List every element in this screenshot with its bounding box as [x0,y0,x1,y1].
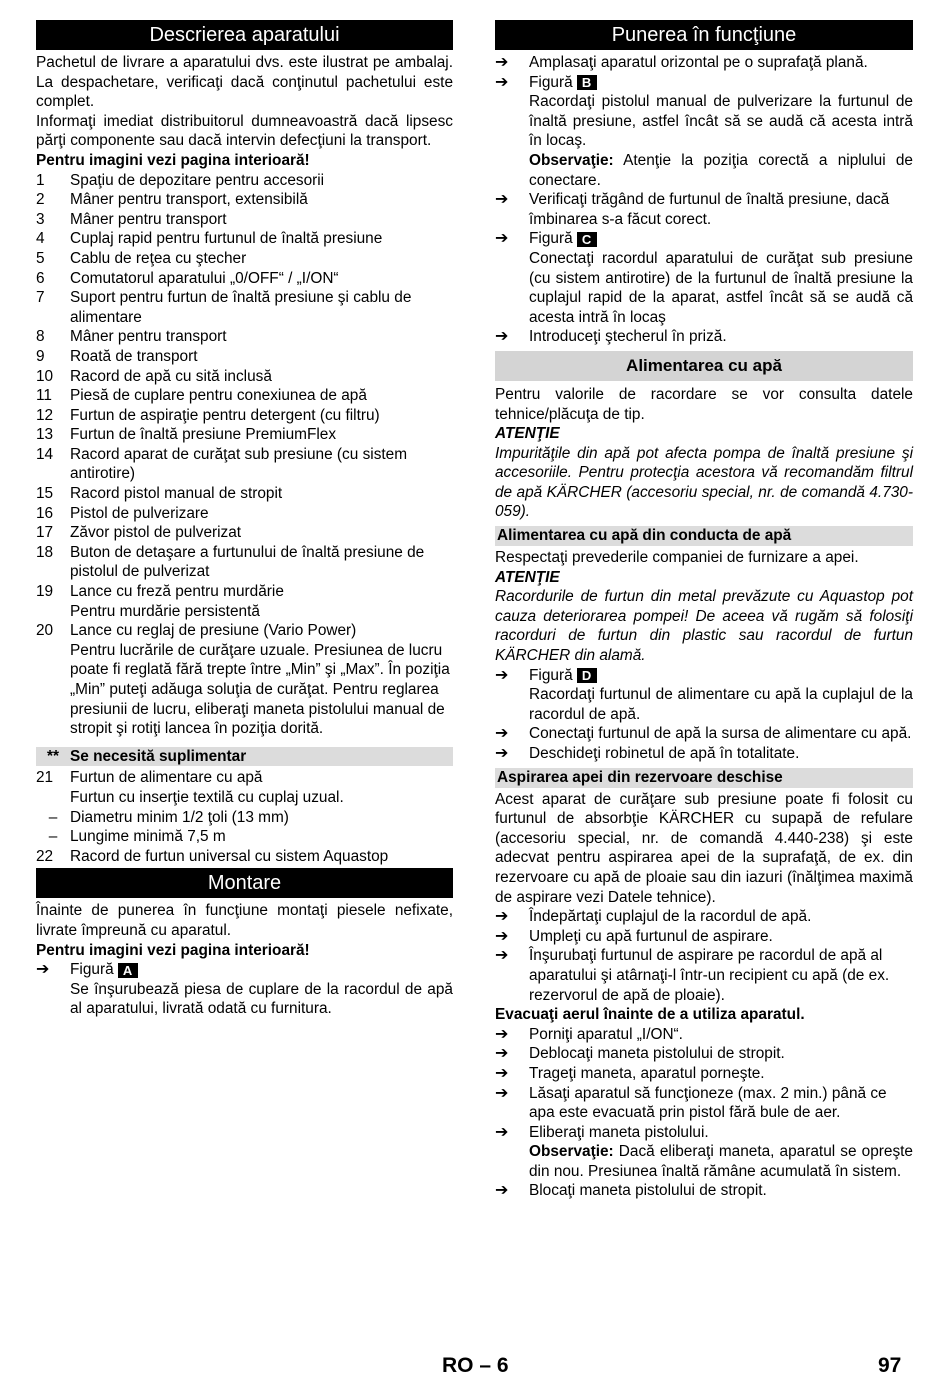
list-item-text: Cuplaj rapid pentru furtunul de înaltă presiune [70,230,383,248]
arrow-icon: ➔ [495,927,509,945]
list-item [36,288,453,327]
extra-required-header [36,747,453,767]
list-item-number: – [48,808,58,826]
list-item-number: 12 [36,406,54,424]
montare-paragraph: Înainte de punerea în funcţiune montaţi piesele nefixate, livrate împreună cu aparatul. [36,902,453,939]
list-item-number [36,602,70,622]
list-item-text: Cablu de reţea cu ştecher [70,249,247,267]
arrow-icon: ➔ [495,1182,509,1200]
list-item-number: 6 [36,269,45,287]
figure-d-text: Racordaţi furtunul de alimentare cu apă la cuplajul de la racordul de apă. [529,686,913,723]
step-blocati: ➔ Blocaţi maneta pistolului de stropit. [495,1182,767,1200]
warning-text-1: Impurităţile din apă pot afecta pompa de înaltă presiune şi accesoriile. Pentru protecţia acestora vă recomandăm filtrul de apă KÄRCHER (accesoriu special, nr. de comandă 4.730-059). [495,444,913,521]
extra-marker: ** [47,747,59,765]
list-item-text: Racord de apă cu sită inclusă [70,367,272,385]
section-title-punerea: Punerea în funcţiune [495,20,913,50]
list-item [36,543,453,582]
figure-d-step [495,666,913,686]
list-item-text: Lance cu freză pentru murdărie [70,583,284,601]
list-item-text: Furtun de înaltă presiune PremiumFlex [70,426,337,444]
arrow-icon: ➔ [36,961,50,979]
list-item-number: 9 [36,347,45,365]
arrow-icon: ➔ [495,54,509,71]
section-title-alimentarea: Alimentarea cu apă [495,351,913,381]
list-item-text: Piesă de cuplare pentru conexiunea de apă [70,387,367,405]
section-title-aspirarea: Aspirarea apei din rezervoare deschise [495,768,913,788]
list-item-text: Pentru lucrările de curăţare uzuale. Presiunea de lucru poate fi reglată fără trepte între „Min” şi „Max”. În poziţia „Min” puteţi adăuga soluţia de curăţat. Pentru reglarea presiunii de lucru, eliberaţi maneta pistolului manual de stropit şi rotiţi lancea în poziţia dorită. [70,641,450,738]
list-item-text: Racord pistol manual de stropit [70,485,283,503]
step-deschideti: ➔ Deschideţi robinetul de apă în totalitate. [495,745,800,762]
list-item [36,808,453,828]
arrow-icon: ➔ [495,908,509,926]
list-item-text: Zăvor pistol de pulverizat [70,524,242,542]
list-item-number: 13 [36,426,54,444]
section-title-conducta: Alimentarea cu apă din conducta de apă [495,526,913,546]
arrow-icon: ➔ [495,947,509,965]
warning-label-1: ATENŢIE [495,425,560,443]
list-item [36,847,453,867]
step-deblocati: ➔ Deblocaţi maneta pistolului de stropit. [495,1045,785,1063]
list-item [36,367,453,387]
arrow-icon: ➔ [495,230,509,248]
intro-paragraph-1: Pachetul de livrare a aparatului dvs. este ilustrat pe ambalaj. La despachetare, verificaţi dacă conţinutul pachetului este complet. [36,54,453,111]
list-item-number: 3 [36,210,45,228]
list-item [36,269,453,289]
list-item [36,210,453,230]
figure-word: Figură [529,666,573,684]
list-item-text: Racord de furtun universal cu sistem Aquastop [70,847,389,865]
list-item-number: 15 [36,485,54,503]
list-item [36,484,453,504]
right-column [495,20,913,1201]
list-item-text: Mâner pentru transport, extensibilă [70,191,308,209]
list-item [36,788,453,808]
list-item-number: 10 [36,367,54,385]
list-item-text: Comutatorul aparatului „0/OFF“ / „I/ON“ [70,269,339,287]
figure-a-badge: A [118,963,138,978]
list-item-text: Pistol de pulverizare [70,504,209,522]
arrow-icon: ➔ [495,1025,509,1043]
list-item-number: – [48,828,58,846]
arrow-icon: ➔ [495,1045,509,1063]
arrow-icon: ➔ [495,1123,509,1141]
figure-b-step [495,73,913,93]
list-item-text: Furtun de aspiraţie pentru detergent (cu filtru) [70,406,380,424]
step-insurubati: ➔ Înşurubaţi furtunul de aspirare pe racordul de apă al aparatului şi atârnaţi-l într-un recipient cu apă (de ex. rezervorul de apă de ploaie). [495,947,890,1004]
step-stecher: ➔ Introduceţi ştecherul în priză. [495,328,727,346]
left-column [36,20,453,1019]
alimentare-paragraph: Pentru valorile de racordare se vor consulta datele tehnice/plăcuţa de tip. [495,385,913,423]
list-item-number: 14 [36,445,54,463]
warning-text-2: Racordurile de furtun din metal prevăzute cu Aquastop pot cauza deteriorarea pompei! De aceea vă rugăm să folosiţi racorduri de furtun din plastic sau racordul de furtun KÄRCHER din alamă. [495,588,913,665]
list-item [36,249,453,269]
step-trageti: ➔ Trageţi maneta, aparatul porneşte. [495,1064,765,1082]
step-porniti: ➔ Porniţi aparatul „I/ON“. [495,1025,683,1043]
step-verificati: ➔ Verificaţi trăgând de furtunul de înaltă presiune, dacă îmbinarea s-a făcut corect. [495,191,890,228]
list-item-number: 2 [36,191,45,209]
figure-a-text: Se înşurubează piesa de cuplare de la racordul de apă al aparatului, livrată odată cu furnitura. [70,980,453,1018]
list-item [36,386,453,406]
arrow-icon: ➔ [495,725,509,743]
footer-page-number: 97 [878,1354,902,1377]
list-item-number: 21 [36,769,54,787]
list-item-text: Diametru minim 1/2 ţoli (13 mm) [70,808,289,826]
figure-c-text: Conectaţi racordul aparatului de curăţat sub presiune (cu sistem antirotire) de la furtunul de înaltă presiune la cuplajul rapid de la aparat, astfel încât să se audă că acesta intră în locaş [529,249,913,326]
figure-c-step [495,229,913,249]
list-item [36,425,453,445]
conducta-paragraph: Respectaţi prevederile companiei de furnizare a apei. [495,549,859,567]
warning-label-2: ATENŢIE [495,568,560,586]
section-title-montare: Montare [36,868,453,898]
extra-required-label: Se necesită suplimentar [70,747,247,765]
list-item [36,171,453,191]
intro-paragraph-2: Informaţi imediat distribuitorul dumneavoastră dacă lipsesc părţi componente sau dacă intervin defecţiuni la transport. [36,112,453,150]
list-item [36,768,453,788]
montare-see-images: Pentru imagini vezi pagina interioară! [36,941,310,959]
component-list [36,171,453,739]
list-item-number [36,641,70,739]
figure-word: Figură [529,230,573,248]
list-item-text: Pentru murdărie persistentă [70,602,260,620]
list-item-text: Roată de transport [70,347,198,365]
note-maneta: Observaţie: Dacă eliberaţi maneta, aparatul se opreşte din nou. Presiunea înaltă rămâne acumulată în sistem. [529,1143,913,1180]
step-amplasati: ➔ Amplasaţi aparatul orizontal pe o suprafaţă plană. [495,54,868,71]
list-item-text: Mâner pentru transport [70,328,227,346]
figure-word: Figură [70,961,114,979]
list-item-text: Racord aparat de curăţat sub presiune (cu sistem antirotire) [70,445,408,483]
list-item [36,229,453,249]
list-item-number: 11 [36,387,52,405]
list-item-text: Suport pentru furtun de înaltă presiune şi cablu de alimentare [70,289,412,326]
section-title-descriere: Descrierea aparatului [36,20,453,50]
arrow-icon: ➔ [495,745,509,762]
step-conectati: ➔ Conectaţi furtunul de apă la sursa de alimentare cu apă. [495,725,912,743]
list-item [36,504,453,524]
step-indepartati: ➔ Îndepărtaţi cuplajul de la racordul de apă. [495,908,812,926]
list-item [36,327,453,347]
list-item-text: Lungime minimă 7,5 m [70,828,226,846]
list-item-number: 7 [36,289,45,307]
list-item-number: 22 [36,847,54,865]
list-item [36,641,453,739]
extra-required-list [36,768,453,866]
step-eliberati: ➔ Eliberaţi maneta pistolului. [495,1123,709,1141]
list-item-number [36,788,70,808]
list-item [36,445,453,484]
arrow-icon: ➔ [495,666,509,684]
list-item-text: Lance cu reglaj de presiune (Vario Power) [70,622,357,640]
list-item-number: 16 [36,504,54,522]
see-images-note: Pentru imagini vezi pagina interioară! [36,151,310,169]
list-item-text: Furtun de alimentare cu apă [70,769,263,787]
list-item [36,523,453,543]
figure-c-badge: C [577,232,597,247]
list-item [36,602,453,622]
list-item [36,406,453,426]
list-item-text: Mâner pentru transport [70,210,227,228]
list-item-number: 19 [36,583,54,601]
note-niplu: Observaţie: Atenţie la poziţia corectă a niplului de conectare. [529,151,913,189]
list-item [36,190,453,210]
list-item [36,347,453,367]
list-item-number: 8 [36,328,45,346]
list-item-number: 5 [36,249,45,267]
arrow-icon: ➔ [495,73,509,91]
figure-b-badge: B [577,75,597,90]
list-item [36,827,453,847]
list-item-text: Furtun cu inserţie textilă cu cuplaj uzual. [70,788,344,806]
list-item-text: Buton de detaşare a furtunului de înaltă presiune de pistolul de pulverizat [70,543,425,581]
list-item-number: 18 [36,543,54,561]
list-item-number: 20 [36,622,54,640]
list-item-number: 17 [36,524,54,542]
evacuati-heading: Evacuaţi aerul înainte de a utiliza aparatul. [495,1006,805,1024]
arrow-icon: ➔ [495,1064,509,1082]
aspirare-paragraph: Acest aparat de curăţare sub presiune poate fi folosit cu furtunul de absorbţie KÄRCHER cu supapă de refulare (accesoriu special, nr. de comandă 4.440-238) şi este adecvat pentru aspirarea apei de la suprafaţă, de ex. din rezervoare cu apă de ploaie sau din iazuri (înălţimea maximă de aspirare vezi Datele tehnice). [495,790,913,906]
step-lasati: ➔ Lăsaţi aparatul să funcţioneze (max. 2 min.) până ce apa este evacuată prin pistol fără bule de aer. [495,1084,887,1122]
figure-a-step [36,960,453,980]
figure-word: Figură [529,73,573,91]
list-item [36,621,453,641]
arrow-icon: ➔ [495,1084,509,1102]
list-item-number: 1 [36,171,45,189]
figure-d-badge: D [577,668,597,683]
arrow-icon: ➔ [495,191,509,209]
arrow-icon: ➔ [495,328,509,346]
footer-section-label: RO – 6 [442,1354,509,1377]
list-item [36,582,453,602]
list-item-number: 4 [36,230,45,248]
list-item-text: Spaţiu de depozitare pentru accesorii [70,171,325,189]
step-umpleti: ➔ Umpleţi cu apă furtunul de aspirare. [495,927,773,945]
figure-b-text: Racordaţi pistolul manual de pulverizare la furtunul de înaltă presiune, astfel încât să se audă că acesta intră în locaş. [529,93,913,150]
